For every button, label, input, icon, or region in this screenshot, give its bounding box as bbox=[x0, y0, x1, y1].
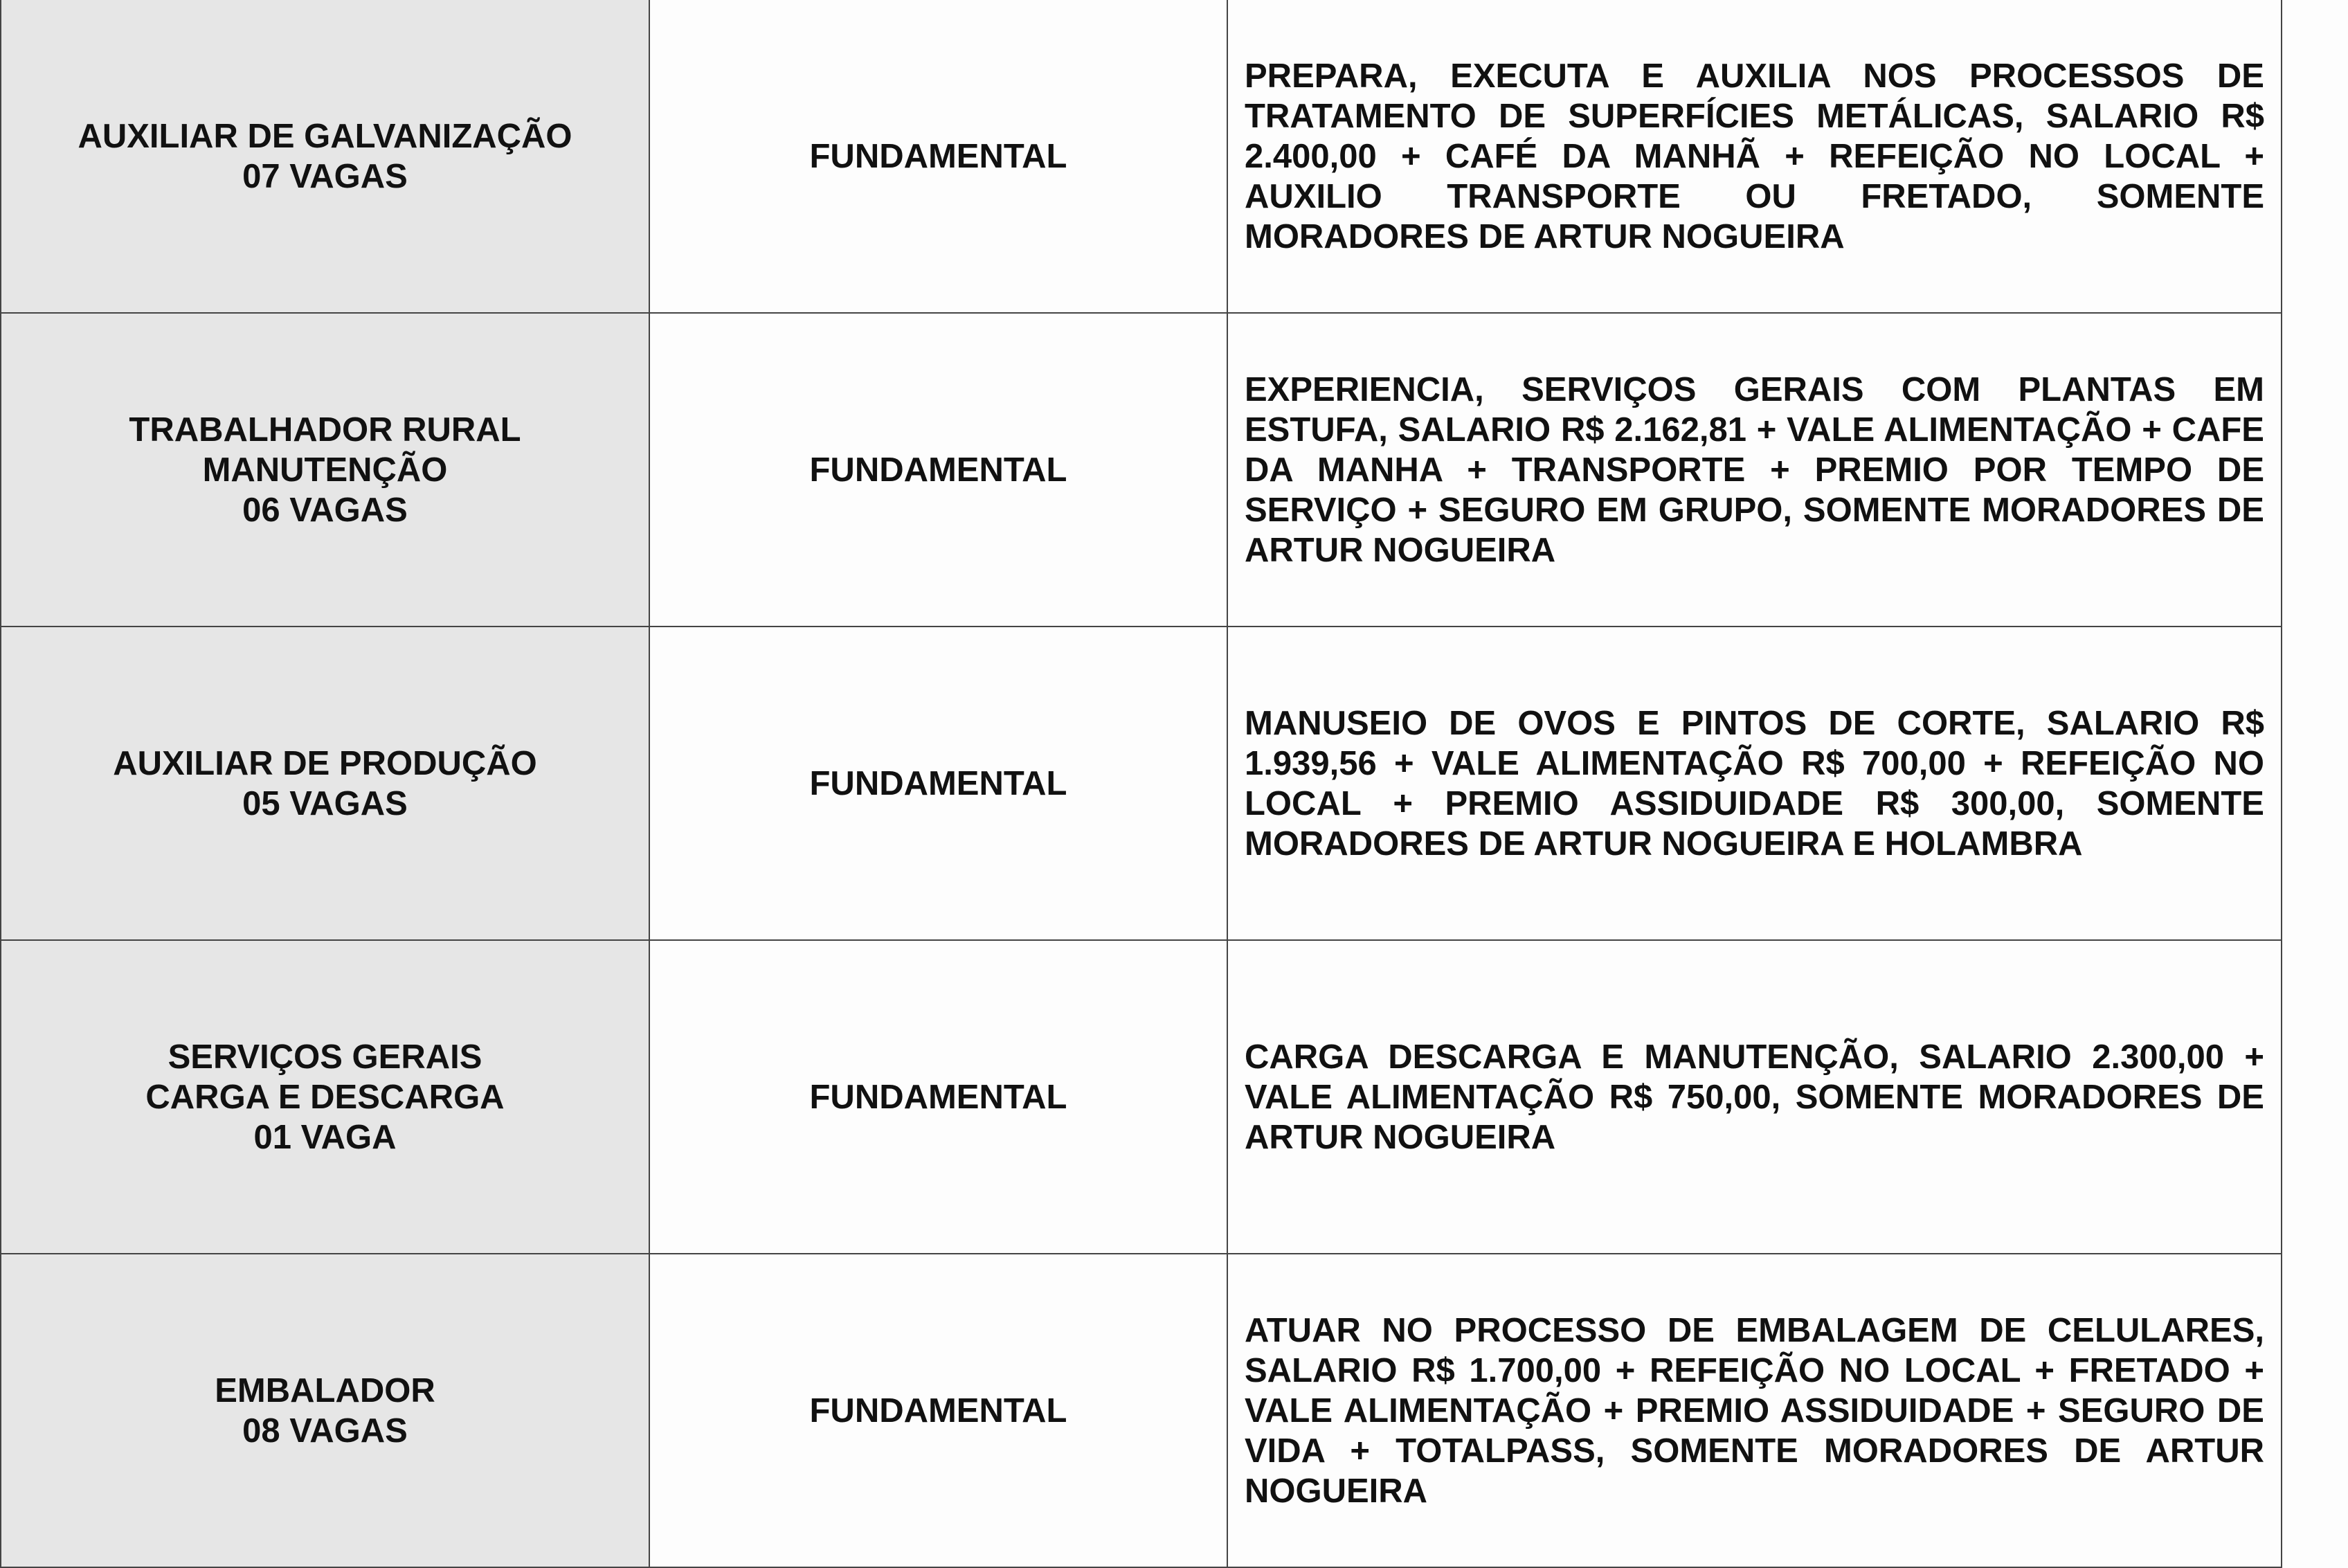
job-title-cell bbox=[1, 1254, 649, 1567]
job-row bbox=[1, 627, 2282, 940]
job-row bbox=[1, 0, 2282, 313]
job-title: SERVIÇOS GERAIS bbox=[168, 1038, 482, 1076]
job-title-cell bbox=[1, 940, 649, 1254]
job-description: PREPARA, EXECUTA E AUXILIA NOS PROCESSOS DE TRATAMENTO DE SUPERFÍCIES METÁLICAS, SALARIO R$ 2.400,00 + CAFÉ DA MANHÃ + REFEIÇÃO NO LOCAL + AUXILIO TRANSPORTE OU FRETADO, SOMENTE MORADORES DE ARTUR NOGUEIRA bbox=[1227, 0, 2282, 313]
job-title: AUXILIAR DE GALVANIZAÇÃO bbox=[78, 117, 572, 155]
job-vacancies: 08 VAGAS bbox=[242, 1412, 408, 1450]
job-title: AUXILIAR DE PRODUÇÃO bbox=[113, 744, 537, 782]
education-level: FUNDAMENTAL bbox=[649, 627, 1227, 940]
job-title-line-2: CARGA E DESCARGA bbox=[145, 1078, 505, 1116]
job-title: TRABALHADOR RURAL bbox=[129, 411, 521, 449]
job-description: MANUSEIO DE OVOS E PINTOS DE CORTE, SALARIO R$ 1.939,56 + VALE ALIMENTAÇÃO R$ 700,00 + REFEIÇÃO NO LOCAL + PREMIO ASSIDUIDADE R$ 300,00, SOMENTE MORADORES DE ARTUR NOGUEIRA E HOLAMBRA bbox=[1227, 627, 2282, 940]
job-title-cell bbox=[1, 627, 649, 940]
job-row bbox=[1, 1254, 2282, 1567]
education-level: FUNDAMENTAL bbox=[649, 1254, 1227, 1567]
job-vacancies: 06 VAGAS bbox=[242, 491, 408, 529]
job-row bbox=[1, 940, 2282, 1254]
job-title-cell bbox=[1, 313, 649, 627]
job-description: EXPERIENCIA, SERVIÇOS GERAIS COM PLANTAS EM ESTUFA, SALARIO R$ 2.162,81 + VALE ALIMENTAÇÃO + CAFE DA MANHA + TRANSPORTE + PREMIO POR TEMPO DE SERVIÇO + SEGURO EM GRUPO, SOMENTE MORADORES DE ARTUR NOGUEIRA bbox=[1227, 313, 2282, 627]
job-vacancies: 07 VAGAS bbox=[242, 157, 408, 195]
job-title-line-2: MANUTENÇÃO bbox=[202, 451, 448, 489]
job-vacancies: 01 VAGA bbox=[253, 1118, 397, 1156]
education-level: FUNDAMENTAL bbox=[649, 313, 1227, 627]
job-description: ATUAR NO PROCESSO DE EMBALAGEM DE CELULARES, SALARIO R$ 1.700,00 + REFEIÇÃO NO LOCAL + FRETADO + VALE ALIMENTAÇÃO + PREMIO ASSIDUIDADE + SEGURO DE VIDA + TOTALPASS, SOMENTE MORADORES DE ARTUR NOGUEIRA bbox=[1227, 1254, 2282, 1567]
education-level: FUNDAMENTAL bbox=[649, 940, 1227, 1254]
job-vacancies: 05 VAGAS bbox=[242, 784, 408, 822]
job-title-cell bbox=[1, 0, 649, 313]
job-title: EMBALADOR bbox=[215, 1371, 435, 1409]
job-description: CARGA DESCARGA E MANUTENÇÃO, SALARIO 2.300,00 + VALE ALIMENTAÇÃO R$ 750,00, SOMENTE MORADORES DE ARTUR NOGUEIRA bbox=[1227, 940, 2282, 1254]
job-row bbox=[1, 313, 2282, 627]
education-level: FUNDAMENTAL bbox=[649, 0, 1227, 313]
